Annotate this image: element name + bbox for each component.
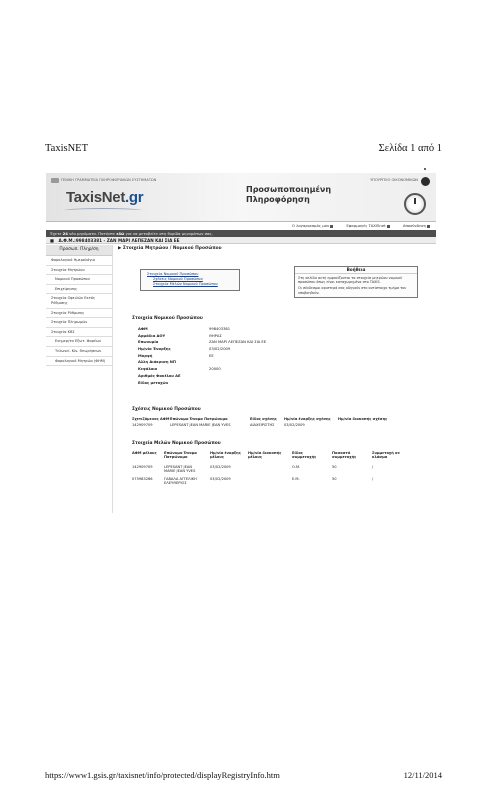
ministry-seal-icon bbox=[421, 177, 430, 186]
field-row bbox=[138, 346, 378, 353]
portal-title-line1: Προσωποποιημένη bbox=[246, 185, 332, 194]
field-row bbox=[138, 326, 378, 333]
message-count: 24 bbox=[62, 231, 68, 236]
gsis-emblem-icon bbox=[51, 178, 59, 183]
sidebar-item-label: Στοιχεία Οφειλών Εκτός Ρύθμισης bbox=[51, 296, 96, 305]
sidebar-item-fim[interactable] bbox=[46, 357, 112, 367]
sidebar-item-legal-entity[interactable] bbox=[46, 275, 112, 285]
sidebar-item-payments[interactable] bbox=[46, 318, 112, 328]
logo-swoosh-icon bbox=[64, 208, 142, 213]
sidebar-item-label: Στοιχεία Ρύθμισης bbox=[51, 310, 85, 315]
table-header-cell: Είδος συμμετοχής bbox=[292, 451, 317, 460]
print-footer bbox=[45, 770, 442, 782]
help-text-2: Οι σύνδεσμοι αριστερά σας οδηγούν στο αντίστοιχο τμήμα του υποβοηθούν. bbox=[298, 286, 407, 295]
field-label: Είδος μετοχών bbox=[138, 380, 169, 385]
arrow-square-icon bbox=[330, 225, 333, 228]
breadcrumb: ▶ Στοιχεία Μητρώου / Νομικού Προσώπου bbox=[118, 246, 222, 251]
field-value: 03/02/2009 bbox=[209, 347, 231, 352]
sidebar-item-external[interactable] bbox=[46, 337, 112, 347]
legal-entity-fields bbox=[138, 326, 378, 386]
help-box bbox=[294, 266, 418, 298]
field-label: Μορφή bbox=[138, 353, 153, 358]
table-header-cell: Επώνυμο Όνομα Πατρώνυμο bbox=[164, 451, 197, 460]
my-account-link[interactable] bbox=[286, 223, 333, 228]
relations-title: Σχέσεις Νομικού Προσώπου bbox=[132, 407, 201, 412]
sidebar-item-label: Επιχείρησης bbox=[55, 286, 78, 291]
table-cell: LEPESANT JEAN MARIE JEAN YVES bbox=[164, 465, 196, 474]
portal-title bbox=[246, 185, 396, 205]
message-post: για να μεταβείτε στη θυρίδα μηνυμάτων σας. bbox=[125, 231, 213, 236]
link-relations[interactable]: Σχέσεις Νομικού Προσώπου bbox=[153, 277, 203, 281]
table-header-cell: ΑΦΜ μέλους bbox=[132, 451, 157, 455]
afm-bar bbox=[46, 237, 436, 244]
sidebar-item-customs[interactable] bbox=[46, 347, 112, 357]
sidebar-item-label: Νομικού Προσώπου bbox=[55, 277, 90, 282]
field-value: ΕΕ bbox=[209, 353, 214, 358]
logout-label: Αποσύνδεση bbox=[402, 223, 426, 228]
ministry-name: ΥΠΟΥΡΓΕΙΟ ΟΙΚΟΝΟΜΙΚΩΝ bbox=[370, 178, 418, 182]
my-account-label: Ο λογαριασμός μου bbox=[291, 223, 330, 228]
table-cell: 142909709 bbox=[132, 423, 153, 427]
top-links bbox=[46, 221, 436, 229]
members-table bbox=[132, 451, 432, 491]
table-header-cell: Συμμετοχή σε κλάσμα bbox=[372, 451, 400, 460]
sidebar-item-debts[interactable] bbox=[46, 294, 112, 308]
legal-entity-title: Στοιχεία Νομικού Προσώπου bbox=[132, 316, 203, 321]
table-cell: 50 bbox=[332, 477, 337, 481]
table-cell: / bbox=[372, 477, 374, 481]
field-row bbox=[138, 366, 378, 373]
sidebar-header: Προσωπ. Πληρ/ση bbox=[46, 245, 112, 256]
members-title: Στοιχεία Μελών Νομικού Προσώπου bbox=[132, 441, 221, 446]
table-header-cell: Ημ/νία διακοπής σχέσης bbox=[338, 417, 388, 421]
print-date: 12/11/2014 bbox=[403, 770, 442, 780]
field-row bbox=[138, 353, 378, 360]
field-label: Ημ/νία Έναρξης bbox=[138, 347, 171, 352]
sidebar-item-label: Στοιχεία Μητρώου bbox=[51, 267, 85, 272]
apps-link[interactable] bbox=[340, 223, 389, 228]
field-row bbox=[138, 380, 378, 387]
table-cell: 50 bbox=[332, 465, 337, 469]
entity-name: - ΖΑΝ ΜΑΡΙ ΛΕΠΕΖΑΝ ΚΑΙ ΣΙΑ ΕΕ bbox=[103, 238, 180, 243]
field-value: ΘΗΡΑΣ bbox=[209, 333, 222, 338]
sidebar-item-label: Φορολογικό Μητρώο (ΦΗΜ) bbox=[55, 358, 106, 363]
person-icon: ■ bbox=[50, 238, 54, 243]
help-text-1: Στη σελίδα αυτή εμφανίζονται τα στοιχεία μητρώου νομικού προσώπου όπως είναι καταχωρημένα στο TAXIS. bbox=[298, 276, 402, 285]
table-cell: / bbox=[372, 465, 374, 469]
afm-number: Α.Φ.Μ.:998403381 bbox=[58, 238, 103, 243]
messages-link[interactable]: εδώ bbox=[116, 231, 125, 236]
table-header-cell: Είδος σχέσης bbox=[250, 417, 277, 421]
print-page-number: Σελίδα 1 από 1 bbox=[378, 143, 442, 154]
sidebar-item-tax-calendar[interactable] bbox=[46, 256, 112, 266]
field-row bbox=[138, 339, 378, 346]
table-header-cell: Ποσοστό συμμετοχής bbox=[332, 451, 357, 460]
table-cell: LEPESANT JEAN MARIE JEAN YVES bbox=[170, 423, 231, 427]
table-cell: Ε.Μ. bbox=[292, 477, 300, 481]
print-header-title: TaxisNET bbox=[45, 143, 89, 154]
arrow-square-icon bbox=[387, 225, 390, 228]
help-title: Βοήθεια bbox=[295, 267, 417, 274]
message-mid: νέα μηνύματα. Πατήστε bbox=[69, 231, 116, 236]
gov-agency-name: ΓΕΝΙΚΗ ΓΡΑΜΜΑΤΕΙΑ ΠΛΗΡΟΦΟΡΙΑΚΩΝ ΣΥΣΤΗΜΑΤΩΝ bbox=[61, 178, 157, 182]
table-cell: 142909709 bbox=[132, 465, 153, 469]
table-header-cell: Ημ/νία έναρξης μέλους bbox=[210, 451, 241, 460]
field-value: 20000 bbox=[209, 367, 221, 372]
table-cell: ΓΑΒΑΛΑ ΑΓΓΕΛΙΚΗ ΕΛΕΥΘΕΡΙΟΣ bbox=[164, 477, 197, 486]
logo-text: TaxisNet bbox=[66, 189, 126, 206]
sidebar-item-label: Φορολογικό Ημερολόγιο bbox=[51, 258, 95, 262]
portal-title-line2: Πληροφόρηση bbox=[246, 195, 310, 204]
sidebar-item-label: Στοιχεία Πληρωμών bbox=[51, 320, 88, 325]
field-value: 998403381 bbox=[209, 327, 231, 331]
table-cell: 03/02/2009 bbox=[210, 477, 231, 481]
field-row bbox=[138, 359, 378, 366]
main-content bbox=[118, 245, 434, 513]
taxisnet-logo[interactable] bbox=[66, 189, 143, 206]
link-members[interactable]: Στοιχεία Μελών Νομικού Προσώπου bbox=[153, 282, 218, 286]
table-cell: Ο.Μ. bbox=[292, 465, 301, 469]
site-banner bbox=[46, 173, 436, 222]
print-header bbox=[45, 143, 442, 157]
sidebar-item-settlement[interactable] bbox=[46, 309, 112, 319]
table-header-cell: Σχετιζόμενος ΑΦΜ bbox=[132, 417, 170, 421]
field-label: Επωνυμία bbox=[138, 340, 159, 345]
field-row bbox=[138, 373, 378, 380]
logout-link[interactable] bbox=[397, 223, 430, 228]
page-url: https://www1.gsis.gr/taxisnet/info/protected/displayRegistryInfo.htm bbox=[45, 770, 280, 780]
sidebar-item-label: Τελωνεί. Κίν. Θεωρήσεων bbox=[55, 348, 102, 353]
field-label: Αλλη Διάκριση ΝΠ bbox=[138, 360, 176, 365]
sidebar-item-label: Στοιχεία ΚΒΣ bbox=[51, 329, 75, 334]
field-label: Κεφάλαιο bbox=[138, 367, 158, 372]
field-label: Αριθμός Φακέλου ΑΕ bbox=[138, 373, 181, 378]
apps-label: Εφαρμογές TAXISnet bbox=[346, 223, 386, 228]
logo-tld: .gr bbox=[125, 189, 144, 206]
table-header-cell: Ημ/νία έναρξης σχέσης bbox=[284, 417, 331, 421]
sidebar-item-label: Ενημερ/τα Εξωτ. Φορέων bbox=[55, 339, 101, 344]
table-header-cell: Επώνυμο Όνομα Πατρώνυμο bbox=[170, 417, 228, 421]
table-cell: 03/02/2009 bbox=[284, 423, 305, 427]
clock-icon bbox=[404, 193, 426, 215]
message-bar bbox=[46, 230, 436, 237]
relations-table bbox=[132, 417, 432, 437]
table-cell: 075983266 bbox=[132, 477, 153, 481]
table-header-cell: Ημ/νία διακοπής μέλους bbox=[248, 451, 282, 460]
section-links-box bbox=[140, 269, 240, 291]
field-label: Αρμόδια ΔΟΥ bbox=[138, 333, 166, 338]
message-pre: Έχετε bbox=[50, 231, 62, 236]
field-value: ΖΑΝ ΜΑΡΙ ΛΕΠΕΖΑΝ ΚΑΙ ΣΙΑ ΕΕ bbox=[209, 340, 267, 345]
sidebar-item-registry[interactable] bbox=[46, 266, 112, 276]
breadcrumb-text: Στοιχεία Μητρώου / Νομικού Προσώπου bbox=[122, 246, 222, 251]
sidebar-item-business[interactable] bbox=[46, 285, 112, 295]
field-label: ΑΦΜ bbox=[138, 327, 148, 331]
sidebar-item-kbs[interactable] bbox=[46, 328, 112, 338]
table-cell: ΔΙΑΧΕΙΡΙΣΤΗΣ bbox=[250, 423, 275, 427]
scan-speck bbox=[424, 168, 426, 170]
link-legal-entity-data[interactable]: Στοιχεία Νομικού Προσώπου bbox=[147, 272, 199, 276]
table-cell: 03/02/2009 bbox=[210, 465, 231, 469]
arrow-square-icon bbox=[427, 225, 430, 228]
field-row bbox=[138, 333, 378, 340]
sidebar bbox=[46, 245, 113, 513]
printed-web-page bbox=[46, 173, 436, 513]
